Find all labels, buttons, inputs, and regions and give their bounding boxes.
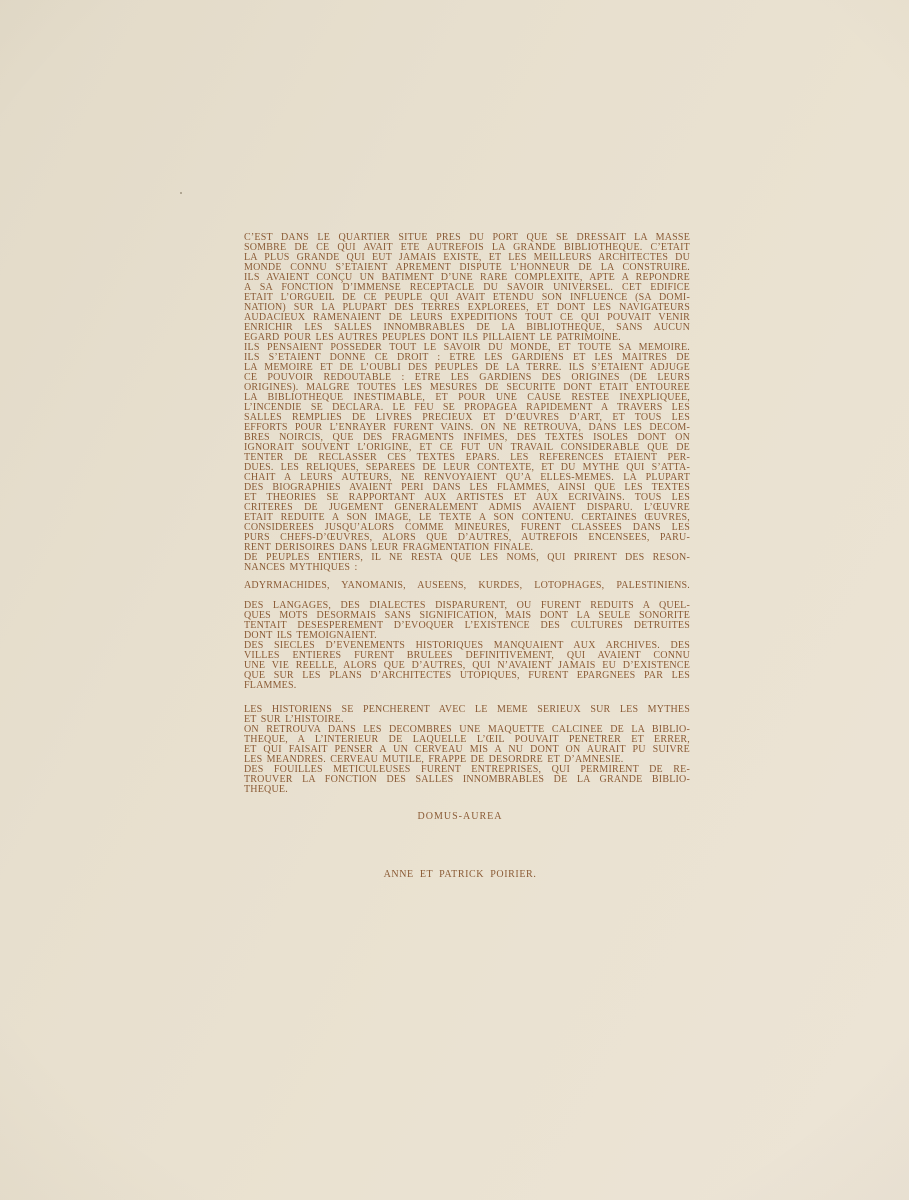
text-line: LA PLUS GRANDE QUI EUT JAMAIS EXISTE, ET LES MEILLEURS ARCHITECTES DU — [244, 252, 690, 263]
paragraph — [244, 725, 690, 765]
text-line: IGNORAIT SOUVENT L’ORIGINE, ET CE FUT UN TRAVAIL CONSIDERABLE QUE DE — [244, 442, 690, 453]
text-line: LES HISTORIENS SE PENCHERENT AVEC LE MEME SERIEUX SUR LES MYTHES — [244, 704, 690, 715]
text-line: NATION) SUR LA PLUPART DES TERRES EXPLOREES, ET DONT LES NAVIGATEURS — [244, 302, 690, 313]
text-line: LA MEMOIRE ET DE L’OUBLI DES PEUPLES DE LA TERRE. ILS S’ETAIENT ADJUGE — [244, 362, 690, 373]
text-line: ENRICHIR LES SALLES INNOMBRABLES DE LA BIBLIOTHEQUE, SANS AUCUN — [244, 322, 690, 333]
paragraph — [244, 581, 690, 591]
text-line: DES SIECLES D’EVENEMENTS HISTORIQUES MANQUAIENT AUX ARCHIVES. DES — [244, 640, 690, 651]
paragraph — [244, 641, 690, 691]
text-line: L’INCENDIE SE DECLARA. LE FEU SE PROPAGEA RAPIDEMENT A TRAVERS LES — [244, 402, 690, 413]
text-line: DE PEUPLES ENTIERS, IL NE RESTA QUE LES NOMS, QUI PRIRENT DES RESON- — [244, 552, 690, 563]
text-line: BRES NOIRCIS, QUE DES FRAGMENTS INFIMES, DES TEXTES ISOLES DONT ON — [244, 432, 690, 443]
text-line: ORIGINES). MALGRE TOUTES LES MESURES DE SECURITE DONT ETAIT ENTOUREE — [244, 382, 690, 393]
text-line: UNE VIE REELLE, ALORS QUE D’AUTRES, QUI N’AVAIENT JAMAIS EU D’EXISTENCE — [244, 660, 690, 671]
artist-signature: ANNE ET PATRICK POIRIER. — [383, 869, 537, 880]
text-column — [244, 233, 690, 880]
text-line: CE POUVOIR REDOUTABLE : ETRE LES GARDIENS DES ORIGINES (DE LEURS — [244, 372, 690, 383]
text-line: LA BIBLIOTHEQUE INESTIMABLE, ET POUR UNE CAUSE RESTEE INEXPLIQUEE, — [244, 392, 690, 403]
text-line: DUES. LES RELIQUES, SEPAREES DE LEUR CONTEXTE, ET DU MYTHE QUI S’ATTA- — [244, 462, 690, 473]
text-line: TROUVER LA FONCTION DES SALLES INNOMBRABLES DE LA GRANDE BIBLIO- — [244, 774, 690, 785]
text-line: ETAIT L’ORGUEIL DE CE PEUPLE QUI AVAIT ETENDU SON INFLUENCE (SA DOMI- — [244, 292, 690, 303]
text-line: FLAMMES. — [244, 680, 297, 691]
text-line: DONT ILS TEMOIGNAIENT. — [244, 630, 377, 641]
text-line: ET QUI FAISAIT PENSER A UN CERVEAU MIS A NU DONT ON AURAIT PU SUIVRE — [244, 744, 690, 755]
paragraphs — [244, 233, 690, 795]
text-line: VILLES ENTIERES FURENT BRULEES DEFINITIVEMENT, QUI AVAIENT CONNU — [244, 650, 690, 661]
paper-speck — [180, 192, 182, 194]
text-line: DES BIOGRAPHIES AVAIENT PERI DANS LES FLAMMES, AINSI QUE LES TEXTES — [244, 482, 690, 493]
text-line: ILS S’ETAIENT DONNE CE DROIT : ETRE LES GARDIENS ET LES MAITRES DE — [244, 352, 690, 363]
text-line: EGARD POUR LES AUTRES PEUPLES DONT ILS PILLAIENT LE PATRIMOINE. — [244, 332, 621, 343]
text-line: LES MEANDRES. CERVEAU MUTILE, FRAPPE DE DESORDRE ET D’AMNESIE. — [244, 754, 624, 765]
text-line: PURS CHEFS-D’ŒUVRES, ALORS QUE D’AUTRES, AUTREFOIS ENCENSEES, PARU- — [244, 532, 690, 543]
text-line: TENTAIT DESESPEREMENT D’EVOQUER L’EXISTENCE DES CULTURES DETRUITES — [244, 620, 690, 631]
text-line: TENTER DE RECLASSER CES TEXTES EPARS. LES REFERENCES ETAIENT PER- — [244, 452, 690, 463]
paragraph — [244, 233, 690, 343]
text-line: ETAIT REDUITE A SON IMAGE, LE TEXTE A SON CONTENU. CERTAINES ŒUVRES, — [244, 512, 690, 523]
text-line: A SA FONCTION D’IMMENSE RECEPTACLE DU SAVOIR UNIVERSEL. CET EDIFICE — [244, 282, 690, 293]
text-line: ILS AVAIENT CONÇU UN BATIMENT D’UNE RARE COMPLEXITE, APTE A REPONDRE — [244, 272, 690, 283]
text-line: C’EST DANS LE QUARTIER SITUE PRES DU PORT QUE SE DRESSAIT LA MASSE — [244, 232, 690, 243]
title-domus-aurea: DOMUS-AUREA — [417, 811, 503, 822]
paragraph — [244, 553, 690, 573]
text-line: ILS PENSAIENT POSSEDER TOUT LE SAVOIR DU MONDE, ET TOUTE SA MEMOIRE. — [244, 342, 690, 353]
text-line: CHAIT A LEURS AUTEURS, NE RENVOYAIENT QU’A ELLES-MEMES. LA PLUPART — [244, 472, 690, 483]
text-line: EFFORTS POUR L’ENRAYER FURENT VAINS. ON NE RETROUVA, DANS LES DECOM- — [244, 422, 690, 433]
text-line: QUES MOTS DESORMAIS SANS SIGNIFICATION, MAIS DONT LA SEULE SONORITE — [244, 610, 690, 621]
text-line: THEQUE. — [244, 784, 288, 795]
paragraph — [244, 765, 690, 795]
paragraph — [244, 601, 690, 641]
text-line: ADYRMACHIDES, YANOMANIS, AUSEENS, KURDES, LOTOPHAGES, PALESTINIENS. — [244, 580, 690, 591]
paragraph — [244, 705, 690, 725]
text-line: ON RETROUVA DANS LES DECOMBRES UNE MAQUETTE CALCINEE DE LA BIBLIO- — [244, 724, 690, 735]
text-line: NANCES MYTHIQUES : — [244, 562, 358, 573]
text-line: DES LANGAGES, DES DIALECTES DISPARURENT, OU FURENT REDUITS A QUEL- — [244, 600, 690, 611]
paragraph — [244, 343, 690, 553]
text-line: ET THEORIES SE RAPPORTANT AUX ARTISTES ET AUX ECRIVAINS. TOUS LES — [244, 492, 690, 503]
text-line: CONSIDEREES JUSQU’ALORS COMME MINEURES, FURENT CLASSEES DANS LES — [244, 522, 690, 533]
text-line: DES FOUILLES METICULEUSES FURENT ENTREPRISES, QUI PERMIRENT DE RE- — [244, 764, 690, 775]
text-line: RENT DERISOIRES DANS LEUR FRAGMENTATION FINALE. — [244, 542, 534, 553]
text-line: SOMBRE DE CE QUI AVAIT ETE AUTREFOIS LA GRANDE BIBLIOTHEQUE. C’ETAIT — [244, 242, 690, 253]
text-line: ET SUR L’HISTOIRE. — [244, 714, 344, 725]
text-line: MONDE CONNU S’ETAIENT APREMENT DISPUTE L’HONNEUR DE LA CONSTRUIRE. — [244, 262, 690, 273]
text-line: CRITERES DE JUGEMENT GENERALEMENT ADMIS AVAIENT DISPARU. L’ŒUVRE — [244, 502, 690, 513]
text-line: AUDACIEUX RAMENAIENT DE LEURS EXPEDITIONS TOUT CE QUI POUVAIT VENIR — [244, 312, 690, 323]
text-line: THEQUE, A L’INTERIEUR DE LAQUELLE L’ŒIL POUVAIT PENETRER ET ERRER, — [244, 734, 690, 745]
text-line: QUE SUR LES PLANS D’ARCHITECTES UTOPIQUES, FURENT EPARGNEES PAR LES — [244, 670, 690, 681]
text-line: SALLES REMPLIES DE LIVRES PRECIEUX ET D’ŒUVRES D’ART, ET TOUS LES — [244, 412, 690, 423]
